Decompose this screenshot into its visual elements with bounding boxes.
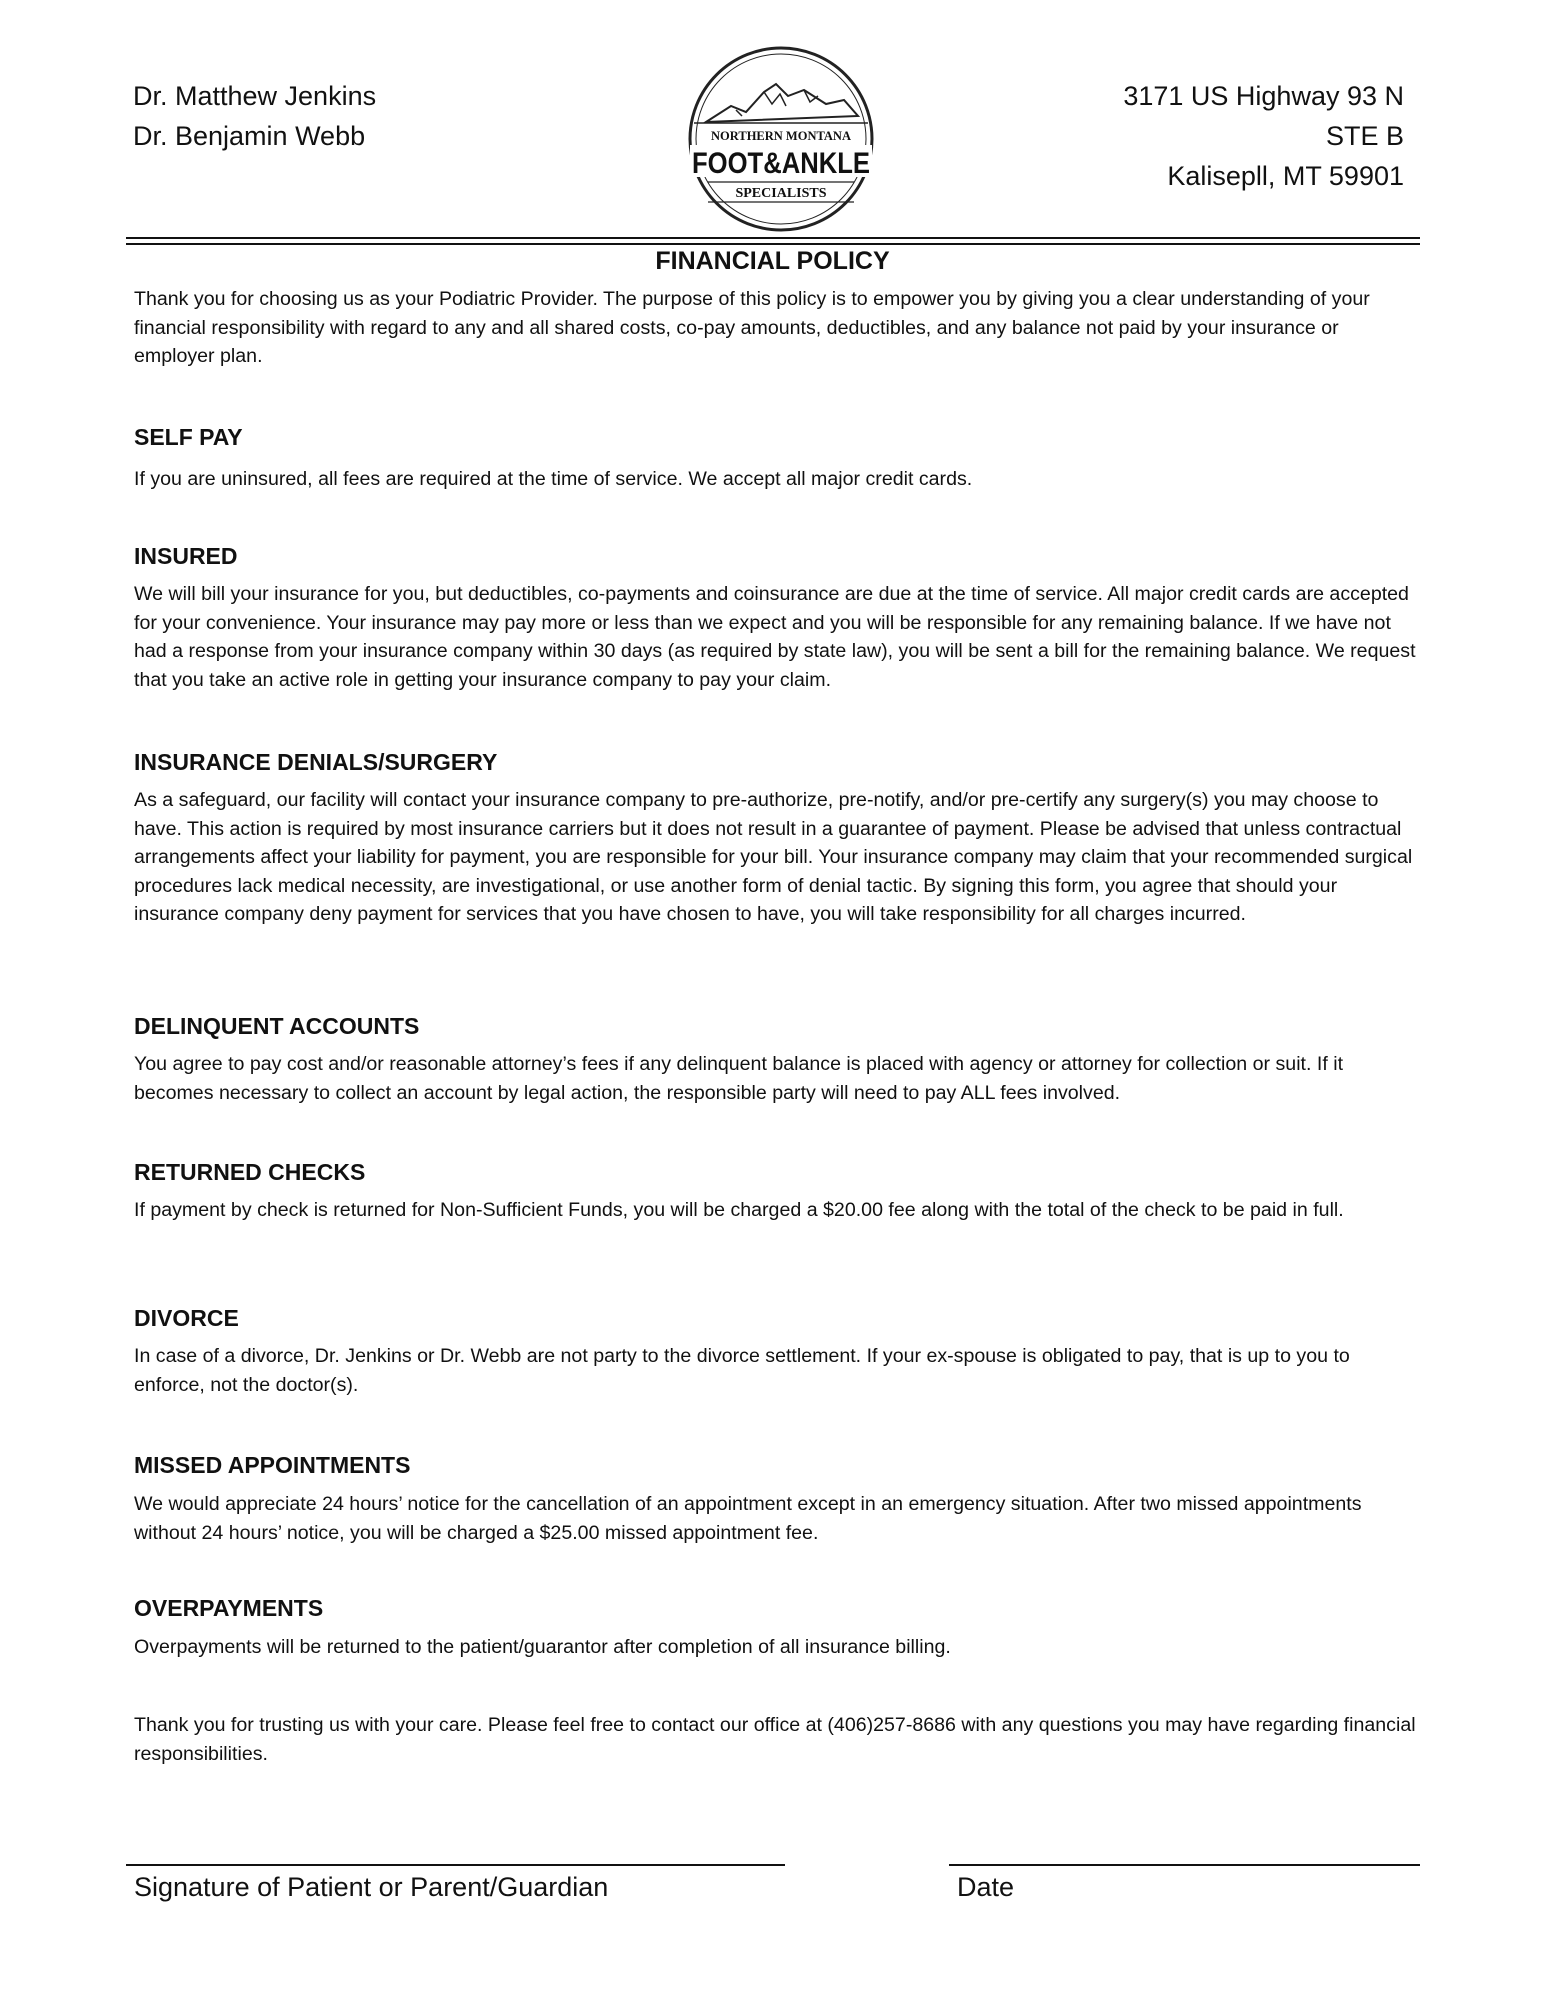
doctor-names (133, 76, 376, 156)
closing-paragraph: Thank you for trusting us with your care. Please feel free to contact our office at (406)257-8686 with any questions you may have regarding financial responsibilities. (134, 1714, 1416, 1765)
section-body-insurance-denials: As a safeguard, our facility will contact your insurance company to pre-authorize, pre-notify, and/or pre-certify any surgery(s) you may choose to have. This action is required by most insurance carriers but it does not result in a guarantee of payment. Please be advised that unless contractual arrangements affect your liability for payment, you are responsible for your bill. Your insurance company may claim that your recommended surgical procedures lack medical necessity, are investigational, or use another form of denial tactic. By signing this form, you agree that should your insurance company deny payment for services that you have chosen to have, you will take responsibility for all charges incurred. (134, 789, 1413, 925)
section-heading-insurance-denials: INSURANCE DENIALS/SURGERY (134, 749, 498, 775)
date-line[interactable] (949, 1864, 1420, 1866)
section-body-insured: We will bill your insurance for you, but deductibles, co-payments and coinsurance are due at the time of service. All major credit cards are accepted for your convenience. Your insurance may pay more or less than we expect and you will be responsible for any remaining balance. If we have not had a response from your insurance company within 30 days (as required by state law), you will be sent a bill for the remaining balance. We request that you take an active role in getting your insurance company to pay your claim. (134, 583, 1416, 691)
header-divider (126, 243, 1420, 245)
section-heading-insured: INSURED (134, 543, 238, 569)
page-title: FINANCIAL POLICY (655, 247, 890, 275)
address-line: Kalisepll, MT 59901 (1167, 161, 1404, 191)
section-body-divorce: In case of a divorce, Dr. Jenkins or Dr. Webb are not party to the divorce settlement. If your ex-spouse is obligated to pay, that is up to you to enforce, not the doctor(s). (134, 1345, 1350, 1396)
doctor-name: Dr. Benjamin Webb (133, 121, 366, 151)
practice-logo (676, 44, 886, 234)
logo-bottom-text: SPECIALISTS (735, 186, 827, 201)
date-label: Date (957, 1872, 1015, 1902)
section-body-returned-checks: If payment by check is returned for Non-Sufficient Funds, you will be charged a $20.00 fee along with the total of the check to be paid in full. (134, 1199, 1344, 1221)
section-heading-self-pay: SELF PAY (134, 424, 243, 450)
section-body-missed-appointments: We would appreciate 24 hours’ notice for the cancellation of an appointment except in an emergency situation. After two missed appointments without 24 hours’ notice, you will be charged a $25.00 missed appointment fee. (134, 1493, 1362, 1544)
section-body-delinquent-accounts: You agree to pay cost and/or reasonable attorney’s fees if any delinquent balance is placed with agency or attorney for collection or suit. If it becomes necessary to collect an account by legal action, the responsible party will need to pay ALL fees involved. (134, 1053, 1344, 1104)
section-heading-missed-appointments: MISSED APPOINTMENTS (134, 1452, 411, 1478)
header-divider (126, 237, 1420, 239)
section-heading-delinquent-accounts: DELINQUENT ACCOUNTS (134, 1013, 420, 1039)
address-line: 3171 US Highway 93 N (1123, 81, 1404, 111)
mountain-icon (706, 84, 858, 122)
doctor-name: Dr. Matthew Jenkins (133, 81, 377, 111)
logo-main-text: FOOT&ANKLE (692, 147, 870, 180)
section-heading-returned-checks: RETURNED CHECKS (134, 1159, 366, 1185)
signature-label: Signature of Patient or Parent/Guardian (134, 1872, 609, 1902)
intro-paragraph: Thank you for choosing us as your Podiatric Provider. The purpose of this policy is to empower you by giving you a clear understanding of your financial responsibility with regard to any and all shared costs, co-pay amounts, deductibles, and any balance not paid by your insurance or employer plan. (134, 288, 1370, 367)
logo-top-text: NORTHERN MONTANA (711, 129, 851, 143)
section-heading-overpayments: OVERPAYMENTS (134, 1595, 324, 1621)
address-line: STE B (1325, 121, 1404, 151)
section-heading-divorce: DIVORCE (134, 1305, 239, 1331)
practice-address (1123, 76, 1404, 196)
section-body-self-pay: If you are uninsured, all fees are required at the time of service. We accept all major credit cards. (134, 468, 973, 490)
section-body-overpayments: Overpayments will be returned to the patient/guarantor after completion of all insurance billing. (134, 1636, 951, 1658)
signature-line[interactable] (126, 1864, 785, 1866)
